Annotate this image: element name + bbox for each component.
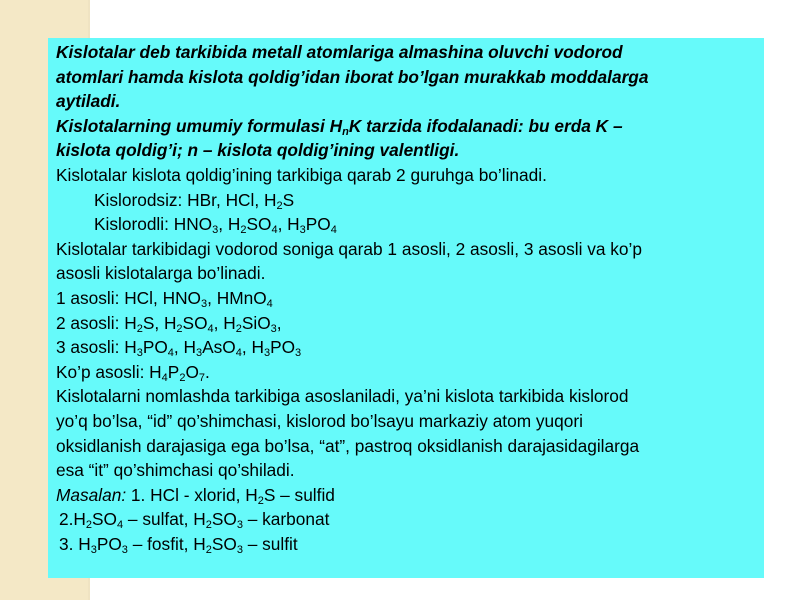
formula-text: PO <box>270 337 296 358</box>
subscript: 3 <box>212 224 219 237</box>
subscript: 2 <box>240 224 247 237</box>
formula-text: S <box>282 189 295 210</box>
definition-line-2: atomlari hamda kislota qoldig’idan iborat bo’lgan murakkab moddalarga <box>56 66 649 87</box>
monobasic-label: 1 asosli: HCl, HNO <box>56 287 202 308</box>
formula-text: 1. HCl - xlorid, H <box>126 484 258 505</box>
formula-text: SO <box>246 214 272 235</box>
formula-text: SO <box>92 509 117 530</box>
subscript: 4 <box>207 322 214 335</box>
subscript: 3 <box>90 543 97 556</box>
dibasic-acids <box>56 311 756 336</box>
subscript: 3 <box>299 224 306 237</box>
formula-text: SO <box>182 312 208 333</box>
subscript: 3 <box>136 347 143 360</box>
formula-text: S – sulfid <box>263 484 335 505</box>
subscript: 2 <box>179 371 186 384</box>
subscript: 4 <box>330 224 337 237</box>
formula-text: , H <box>277 214 300 235</box>
naming-line-4: esa “it” qo’shimchasi qo’shiladi. <box>56 460 295 481</box>
naming-line-3: oksidlanish darajasiga ega bo’lsa, “at”, pastroq oksidlanish darajasidagilarga <box>56 435 640 456</box>
subscript: 4 <box>235 347 242 360</box>
formula-text: SiO <box>241 312 271 333</box>
formula-text: , HMnO <box>207 287 267 308</box>
subscript: 4 <box>161 371 168 384</box>
oxygen-free-acids <box>56 188 756 213</box>
formula-text: – fosfit, H <box>127 533 206 554</box>
example-1 <box>56 483 756 508</box>
formula-text: PO <box>142 337 168 358</box>
formula-text: , H <box>213 312 236 333</box>
definition-line-1: Kislotalar deb tarkibida metall atomlariga almashina oluvchi vodorod <box>56 42 623 62</box>
subscript: 3 <box>295 347 302 360</box>
formula-text: SO <box>211 509 237 530</box>
subscript: 2 <box>235 322 242 335</box>
oxygen-acids <box>56 212 756 237</box>
subscript: 2 <box>85 519 93 532</box>
groups-intro: Kislotalar kislota qoldig’ining tarkibiga qarab 2 guruhga bo’linadi. <box>56 164 547 185</box>
naming-line-1: Kislotalarni nomlashda tarkibiga asoslaniladi, ya’ni kislota tarkibida kislorod <box>56 386 629 407</box>
formula-text: , H <box>241 337 264 358</box>
formula-text: , H <box>173 337 196 358</box>
formula-text: – karbonat <box>242 509 330 530</box>
formula-text: 3. H <box>59 533 91 554</box>
examples-label: Masalan: <box>56 484 127 505</box>
formula-text: AsO <box>202 337 236 358</box>
subscript: 4 <box>117 519 124 532</box>
definition-line-3: aytiladi. <box>56 91 121 112</box>
subscript: 2 <box>176 322 183 335</box>
formula-text: . <box>205 361 210 382</box>
subscript: 2 <box>205 543 212 556</box>
formula-text: P <box>167 361 180 382</box>
content-panel <box>48 38 764 578</box>
formula-text-post: K tarzida ifodalanadi: bu erda K – <box>348 115 623 136</box>
subscript: 3 <box>121 543 128 556</box>
formula-text: S, H <box>142 312 177 333</box>
example-3 <box>56 532 756 557</box>
subscript: 4 <box>271 224 278 237</box>
oxygen-free-label: Kislorodsiz: HBr, HCl, H <box>94 189 277 210</box>
formula-text: – sulfat, H <box>123 509 206 530</box>
monobasic-acids <box>56 286 756 311</box>
formula-text: SO <box>211 533 237 554</box>
formula-text: 2.H <box>59 509 86 530</box>
subscript: 3 <box>201 297 208 310</box>
subscript: 2 <box>205 519 212 532</box>
subscript: 3 <box>236 543 243 556</box>
formula-text: PO <box>305 214 331 235</box>
formula-line-2: kislota qoldig’i; n – kislota qoldig’ining valentligi. <box>56 140 460 161</box>
subscript: 3 <box>196 347 203 360</box>
example-2 <box>56 507 756 532</box>
formula-text: , <box>276 312 282 333</box>
tribasic-label: 3 asosli: H <box>56 337 137 358</box>
subscript: 2 <box>276 199 283 212</box>
formula-text: O <box>185 361 199 382</box>
naming-line-2: yo’q bo’lsa, “id” qo’shimchasi, kislorod bo’lsayu markaziy atom yuqori <box>56 410 583 431</box>
subscript: 2 <box>257 494 264 507</box>
subscript: 7 <box>198 371 206 384</box>
formula-line-1 <box>56 114 756 139</box>
subscript: 4 <box>266 297 273 310</box>
formula-text-pre: Kislotalarning umumiy formulasi H <box>56 115 343 136</box>
polybasic-acids <box>56 360 756 385</box>
basicity-intro-line-1: Kislotalar tarkibidagi vodorod soniga qarab 1 asosli, 2 asosli, 3 asosli va ko’p <box>56 238 642 259</box>
tribasic-acids <box>56 335 756 360</box>
formula-text: – sulfit <box>242 533 298 554</box>
subscript: 3 <box>236 519 243 532</box>
formula-subscript-n: n <box>342 125 349 138</box>
oxygen-label: Kislorodli: HNO <box>94 214 213 235</box>
basicity-intro-line-2: asosli kislotalarga bo’linadi. <box>56 263 266 284</box>
subscript: 2 <box>136 322 143 335</box>
polybasic-label: Ko’p asosli: H <box>56 361 162 382</box>
subscript: 3 <box>270 322 277 335</box>
dibasic-label: 2 asosli: H <box>56 312 137 333</box>
subscript: 4 <box>167 347 174 360</box>
formula-text: PO <box>96 533 122 554</box>
subscript: 3 <box>263 347 271 360</box>
formula-text: , H <box>218 214 241 235</box>
